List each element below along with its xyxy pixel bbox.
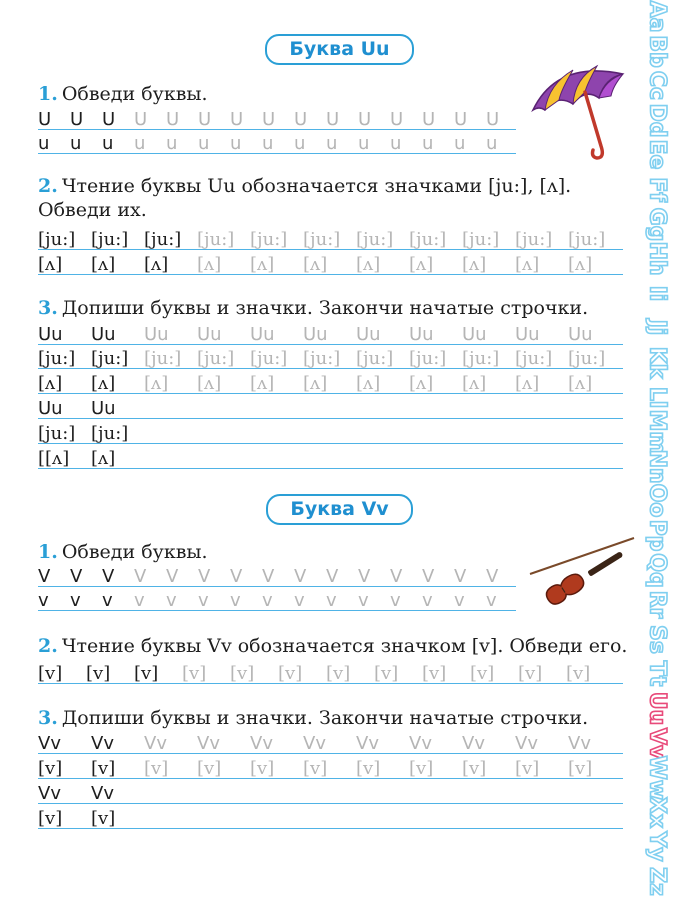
trace-glyph: [ju:]	[303, 229, 341, 250]
sample-glyph: Uu	[38, 324, 63, 345]
alphabet-letter: Rr	[644, 590, 670, 619]
alphabet-letter: Xx	[644, 796, 670, 828]
sample-glyph: [v]	[38, 758, 63, 779]
sample-glyph: [[ʌ]	[38, 448, 70, 469]
trace-glyph: Uu	[409, 324, 434, 345]
u-task2-instruction	[38, 174, 613, 222]
trace-glyph: V	[262, 566, 275, 587]
sample-glyph: [ju:]	[91, 423, 129, 444]
trace-glyph: [ʌ]	[462, 373, 487, 394]
trace-glyph: U	[454, 109, 468, 130]
v-task2-line1	[38, 664, 623, 686]
trace-glyph: [v]	[278, 663, 303, 684]
alphabet-letter: Gg	[644, 207, 670, 241]
u-task2-line2	[38, 255, 623, 277]
trace-glyph: [ʌ]	[515, 373, 540, 394]
violin-icon	[522, 532, 637, 614]
v-task1-line1	[38, 567, 516, 589]
v-task3-text: Допиши буквы и значки. Закончи начатые строчки.	[61, 707, 589, 729]
sample-glyph: [ʌ]	[91, 373, 116, 394]
trace-glyph: [ju:]	[568, 348, 606, 369]
trace-glyph: V	[166, 566, 179, 587]
trace-glyph: [v]	[462, 758, 487, 779]
sample-glyph: [ju:]	[91, 229, 129, 250]
trace-glyph: u	[198, 133, 210, 154]
trace-glyph: v	[230, 590, 241, 611]
u-task2-text: Чтение буквы Uu обозначается значками [ju:], [ʌ]. Обведи их.	[38, 175, 572, 221]
alphabet-letter: Jj	[644, 320, 670, 336]
trace-glyph: Uu	[197, 324, 222, 345]
trace-glyph: V	[326, 566, 339, 587]
trace-glyph: V	[454, 566, 467, 587]
trace-glyph: [ju:]	[515, 348, 553, 369]
alphabet-letter: Hh	[644, 241, 670, 276]
trace-glyph: [v]	[422, 663, 447, 684]
trace-glyph: Uu	[144, 324, 169, 345]
trace-glyph: Vv	[356, 733, 379, 754]
alphabet-letter: Ii	[644, 285, 670, 302]
trace-glyph: [ju:]	[409, 229, 447, 250]
trace-glyph: Uu	[515, 324, 540, 345]
trace-glyph: [v]	[470, 663, 495, 684]
alphabet-letter: Cc	[644, 71, 670, 101]
trace-glyph: [ju:]	[250, 348, 288, 369]
sample-glyph: [ju:]	[38, 348, 76, 369]
alphabet-letter: Ss	[644, 624, 670, 654]
sample-glyph: [v]	[134, 663, 159, 684]
trace-glyph: u	[166, 133, 178, 154]
trace-glyph: [ju:]	[462, 229, 500, 250]
trace-glyph: v	[294, 590, 305, 611]
alphabet-letter: Yy	[644, 831, 670, 863]
trace-glyph: [ʌ]	[250, 373, 275, 394]
trace-glyph: U	[390, 109, 404, 130]
trace-glyph: u	[262, 133, 274, 154]
trace-glyph: [ʌ]	[568, 373, 593, 394]
trace-glyph: U	[134, 109, 148, 130]
u-task3-text: Допиши буквы и значки. Закончи начатые строчки.	[61, 297, 589, 319]
section-v-header	[0, 494, 679, 525]
sample-glyph: [ju:]	[144, 229, 182, 250]
v-task1-instruction	[38, 540, 208, 564]
trace-glyph: V	[230, 566, 243, 587]
trace-glyph: u	[326, 133, 338, 154]
alphabet-letter: Dd	[644, 103, 670, 138]
sample-glyph: v	[70, 590, 81, 611]
trace-glyph: [v]	[250, 758, 275, 779]
sample-glyph: [v]	[91, 808, 116, 829]
trace-glyph: Vv	[197, 733, 220, 754]
sample-glyph: [ju:]	[38, 229, 76, 250]
trace-glyph: U	[294, 109, 308, 130]
trace-glyph: Uu	[250, 324, 275, 345]
trace-glyph: [ʌ]	[409, 373, 434, 394]
trace-glyph: [ju:]	[568, 229, 606, 250]
trace-glyph: u	[358, 133, 370, 154]
v-task2-text: Чтение буквы Vv обозначается значком [v]. Обведи его.	[61, 635, 628, 657]
trace-glyph: U	[166, 109, 180, 130]
sample-glyph: V	[70, 566, 83, 587]
trace-glyph: [ʌ]	[303, 373, 328, 394]
v-task3-instruction	[38, 706, 588, 730]
u-task3-instruction	[38, 296, 588, 320]
alphabet-letter: Pp	[644, 519, 670, 552]
sample-glyph: U	[70, 109, 84, 130]
trace-glyph: [ʌ]	[197, 254, 222, 275]
trace-glyph: V	[358, 566, 371, 587]
sample-glyph: V	[38, 566, 51, 587]
sample-glyph: [v]	[38, 663, 63, 684]
alphabet-letter: Tt	[644, 661, 670, 687]
trace-glyph: v	[486, 590, 497, 611]
trace-glyph: [ju:]	[144, 348, 182, 369]
trace-glyph: U	[230, 109, 244, 130]
trace-glyph: Uu	[462, 324, 487, 345]
sample-glyph: Uu	[38, 398, 63, 419]
u-task1-number: 1.	[38, 83, 58, 105]
trace-glyph: [v]	[303, 758, 328, 779]
sample-glyph: [ʌ]	[91, 254, 116, 275]
trace-glyph: v	[198, 590, 209, 611]
u-task1-line2	[38, 134, 516, 156]
trace-glyph: [v]	[518, 663, 543, 684]
alphabet-letter: Nn	[644, 449, 670, 484]
v-task3-line1	[38, 734, 623, 756]
trace-glyph: [ʌ]	[515, 254, 540, 275]
trace-glyph: [v]	[230, 663, 255, 684]
sample-glyph: Uu	[91, 324, 116, 345]
trace-glyph: [ju:]	[197, 229, 235, 250]
trace-glyph: [v]	[374, 663, 399, 684]
trace-glyph: [v]	[326, 663, 351, 684]
v-task1-text: Обведи буквы.	[61, 541, 208, 563]
sample-glyph: U	[102, 109, 116, 130]
trace-glyph: U	[198, 109, 212, 130]
sample-glyph: [ʌ]	[38, 373, 63, 394]
sample-glyph: U	[38, 109, 52, 130]
trace-glyph: Vv	[303, 733, 326, 754]
trace-glyph: U	[262, 109, 276, 130]
trace-glyph: Vv	[250, 733, 273, 754]
v-task3-line3[interactable]	[38, 784, 623, 806]
trace-glyph: V	[486, 566, 499, 587]
u-task3-line5[interactable]	[38, 424, 623, 446]
trace-glyph: [v]	[182, 663, 207, 684]
u-task3-line3	[38, 374, 623, 396]
trace-glyph: u	[454, 133, 466, 154]
trace-glyph: U	[422, 109, 436, 130]
u-task3-number: 3.	[38, 297, 58, 319]
sample-glyph: Vv	[91, 783, 114, 804]
trace-glyph: U	[358, 109, 372, 130]
trace-glyph: [ʌ]	[409, 254, 434, 275]
trace-glyph: u	[390, 133, 402, 154]
alphabet-letter: Ll	[644, 386, 670, 408]
u-task3-line1	[38, 325, 623, 347]
v-task2-number: 2.	[38, 635, 58, 657]
trace-glyph: V	[134, 566, 147, 587]
u-task2-number: 2.	[38, 175, 58, 197]
trace-glyph: [v]	[566, 663, 591, 684]
trace-glyph: v	[390, 590, 401, 611]
u-task1-line1	[38, 110, 516, 132]
trace-glyph: U	[486, 109, 500, 130]
trace-glyph: V	[390, 566, 403, 587]
sample-glyph: [v]	[91, 758, 116, 779]
trace-glyph: [ju:]	[356, 229, 394, 250]
trace-glyph: u	[230, 133, 242, 154]
trace-glyph: V	[422, 566, 435, 587]
trace-glyph: V	[294, 566, 307, 587]
trace-glyph: Vv	[144, 733, 167, 754]
trace-glyph: [ju:]	[462, 348, 500, 369]
trace-glyph: [v]	[356, 758, 381, 779]
trace-glyph: [ju:]	[250, 229, 288, 250]
alphabet-strip	[635, 0, 679, 906]
trace-glyph: [ju:]	[303, 348, 341, 369]
sample-glyph: Vv	[91, 733, 114, 754]
trace-glyph: [ʌ]	[303, 254, 328, 275]
alphabet-letter: Ww	[644, 755, 670, 801]
sample-glyph: [v]	[38, 808, 63, 829]
alphabet-letter: Zz	[644, 867, 670, 896]
trace-glyph: V	[198, 566, 211, 587]
sample-glyph: Vv	[38, 733, 61, 754]
alphabet-letter: Ff	[644, 177, 670, 202]
trace-glyph: [ʌ]	[568, 254, 593, 275]
u-task3-line4[interactable]	[38, 399, 623, 421]
trace-glyph: v	[166, 590, 177, 611]
u-task1-instruction	[38, 82, 208, 106]
sample-glyph: Uu	[91, 398, 116, 419]
trace-glyph: Vv	[568, 733, 591, 754]
trace-glyph: Vv	[409, 733, 432, 754]
trace-glyph: u	[486, 133, 498, 154]
alphabet-letter: Bb	[644, 34, 670, 68]
alphabet-letter: Qq	[644, 552, 670, 588]
sample-glyph: u	[38, 133, 50, 154]
alphabet-letter: Aa	[644, 0, 670, 33]
trace-glyph: v	[326, 590, 337, 611]
trace-glyph: [ʌ]	[356, 373, 381, 394]
trace-glyph: [ju:]	[515, 229, 553, 250]
sample-glyph: v	[102, 590, 113, 611]
sample-glyph: [ju:]	[38, 423, 76, 444]
v-task1-number: 1.	[38, 541, 58, 563]
trace-glyph: [ʌ]	[250, 254, 275, 275]
trace-glyph: Uu	[568, 324, 593, 345]
trace-glyph: v	[358, 590, 369, 611]
sample-glyph: [ʌ]	[38, 254, 63, 275]
alphabet-letter: Oo	[644, 483, 670, 518]
trace-glyph: v	[134, 590, 145, 611]
v-task1-line2	[38, 591, 516, 613]
u-task2-line1	[38, 230, 623, 252]
alphabet-letter: Mm	[644, 409, 670, 455]
trace-glyph: u	[422, 133, 434, 154]
sample-glyph: V	[102, 566, 115, 587]
trace-glyph: v	[422, 590, 433, 611]
trace-glyph: v	[454, 590, 465, 611]
sample-glyph: [v]	[86, 663, 111, 684]
section-v-title: Буква Vv	[266, 494, 412, 525]
trace-glyph: u	[294, 133, 306, 154]
trace-glyph: [ʌ]	[144, 373, 169, 394]
sample-glyph: [ʌ]	[91, 448, 116, 469]
u-task1-text: Обведи буквы.	[61, 83, 208, 105]
v-task3-line4[interactable]	[38, 809, 623, 831]
trace-glyph: [v]	[144, 758, 169, 779]
sample-glyph: u	[102, 133, 114, 154]
trace-glyph: [ʌ]	[197, 373, 222, 394]
trace-glyph: Uu	[356, 324, 381, 345]
trace-glyph: [ʌ]	[356, 254, 381, 275]
trace-glyph: u	[134, 133, 146, 154]
section-u-title: Буква Uu	[265, 34, 413, 65]
trace-glyph: Vv	[515, 733, 538, 754]
alphabet-letter: Ee	[644, 139, 670, 170]
u-task3-line6[interactable]	[38, 449, 623, 471]
alphabet-letter: Kk	[644, 346, 670, 379]
trace-glyph: [ju:]	[197, 348, 235, 369]
umbrella-icon	[527, 58, 627, 168]
v-task2-instruction	[38, 634, 627, 658]
sample-glyph: v	[38, 590, 49, 611]
trace-glyph: Uu	[303, 324, 328, 345]
v-task3-number: 3.	[38, 707, 58, 729]
trace-glyph: [ju:]	[356, 348, 394, 369]
trace-glyph: [v]	[409, 758, 434, 779]
trace-glyph: [v]	[568, 758, 593, 779]
alphabet-letter: Vv	[644, 727, 670, 759]
u-task3-line2	[38, 349, 623, 371]
v-task3-line2	[38, 759, 623, 781]
trace-glyph: [ʌ]	[462, 254, 487, 275]
sample-glyph: u	[70, 133, 82, 154]
trace-glyph: v	[262, 590, 273, 611]
sample-glyph: [ʌ]	[144, 254, 169, 275]
trace-glyph: Vv	[462, 733, 485, 754]
sample-glyph: Vv	[38, 783, 61, 804]
trace-glyph: [v]	[197, 758, 222, 779]
trace-glyph: [ju:]	[409, 348, 447, 369]
trace-glyph: U	[326, 109, 340, 130]
sample-glyph: [ju:]	[91, 348, 129, 369]
trace-glyph: [v]	[515, 758, 540, 779]
alphabet-letter: Uu	[644, 691, 670, 726]
